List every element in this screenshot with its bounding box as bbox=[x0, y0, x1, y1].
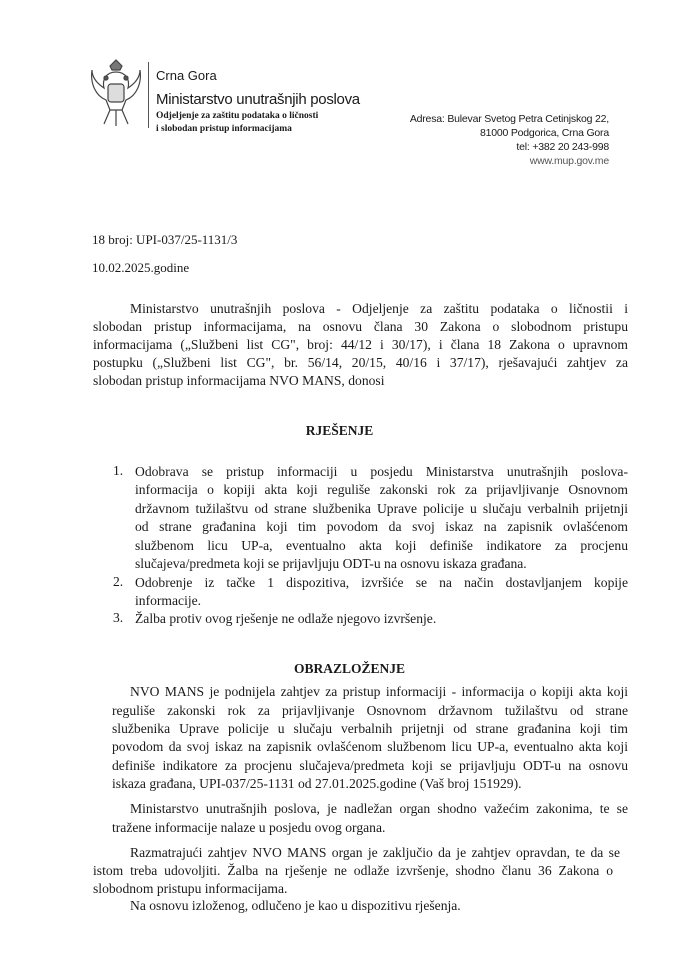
website-link[interactable]: www.mup.gov.me bbox=[529, 155, 609, 167]
text-line: Odobrenje iz tačke 1 dispozitiva, izvršiće se na način dostavljanjem kopije bbox=[135, 575, 628, 590]
text-line: službenom licu UP-a, eventualno akta koji definiše indikatore za procjenu bbox=[135, 538, 628, 553]
text-line: informacijama („Službeni list CG", broj: 44/12 i 30/17), i člana 18 Zakona o upravnom bbox=[93, 337, 628, 352]
department-line: i slobodan pristup informacijama bbox=[156, 124, 292, 134]
text-line: državnom tužilaštvu od strane službenika Uprave policije u slučaju verbalnih prijetnji bbox=[135, 501, 628, 516]
text-line: postupku („Službeni list CG", br. 56/14, 20/15, 40/16 i 37/17), rješavajući zahtjev za bbox=[93, 355, 628, 370]
text-line: Razmatrajući zahtjev NVO MANS organ je zaključio da je zahtjev opravdan, te da se bbox=[130, 845, 620, 860]
address-line: 81000 Podgorica, Crna Gora bbox=[479, 127, 609, 139]
ministry-name: Ministarstvo unutrašnjih poslova bbox=[156, 91, 360, 108]
reasoning-paragraph-4: Na osnovu izloženog, odlučeno je kao u dispozitivu rješenja. bbox=[130, 898, 461, 913]
list-number: 3. bbox=[113, 610, 124, 625]
text-line: slobodan pristup informacijama, na osnovu člana 30 Zakona o slobodnom pristupu bbox=[93, 319, 628, 334]
text-line: povodom da svoj iskaz na zapisnik ovlašćenom službenom licu UP-a, eventualno akta koji bbox=[112, 739, 628, 754]
text-line: tražene informacije nalaze u posjedu ovog organa. bbox=[112, 820, 386, 835]
text-line: iskaza građana, UPI-037/25-1131 od 27.01.2025.godine (Vaš broj 151929). bbox=[112, 776, 522, 791]
text-line: reguliše zakonski rok za prijavljivanje Osnovnom državnom tužilaštvu od strane bbox=[112, 703, 628, 718]
country-name: Crna Gora bbox=[156, 68, 217, 83]
text-line: informacije. bbox=[135, 593, 202, 608]
text-line: NVO MANS je podnijela zahtjev za pristup informaciji - informacija o kopiji akta koji bbox=[130, 684, 628, 699]
reasoning-title: OBRAZLOŽENJE bbox=[293, 661, 406, 676]
text-line: Ministarstvo unutrašnjih poslova - Odjeljenje za zaštitu podataka o ličnostii i bbox=[130, 301, 628, 316]
address-line: Adresa: Bulevar Svetog Petra Cetinjskog 22, bbox=[409, 113, 609, 125]
list-number: 2. bbox=[113, 574, 124, 589]
text-line: Ministarstvo unutrašnjih poslova, je nadležan organ shodno važećim zakonima, te se bbox=[130, 801, 628, 816]
text-line: informacija o kopiji akta koji reguliše zakonski rok za prijavljivanje Osnovnom bbox=[135, 482, 628, 497]
text-line: službenika Uprave policije u slučaju verbalnih prijetnji od strane građanina koji tim bbox=[112, 721, 628, 736]
decision-title: RJEŠENJE bbox=[305, 423, 374, 438]
department-line: Odjeljenje za zaštitu podataka o ličnosti bbox=[156, 111, 319, 121]
text-line: Odobrava se pristup informaciji u posjedu Ministarstva unutrašnjih poslova- bbox=[135, 464, 628, 479]
phone: tel: +382 20 243-998 bbox=[516, 141, 609, 153]
text-line: slobodnom pristupu informacijama. bbox=[93, 881, 288, 896]
text-line: istom treba udovoljiti. Žalba na rješenje ne odlaže izvršenje, shodno članu 36 Zakona o bbox=[93, 863, 613, 878]
text-line: slobodan pristup informacijama NVO MANS, donosi bbox=[93, 373, 385, 388]
list-number: 1. bbox=[113, 463, 124, 478]
text-line: Žalba protiv ovog rješenje ne odlaže njegovo izvršenje. bbox=[135, 611, 437, 626]
text-line: definiše indikatore za procjenu slučajeva/predmeta koji se prijavljuju ODT-u na osnovu bbox=[112, 758, 628, 773]
text-line: od strane građanina koji tim povodom da svoj iskaz na zapisnik ovlašćenom bbox=[135, 519, 628, 534]
document-date: 10.02.2025.godine bbox=[92, 260, 190, 275]
coat-of-arms-logo bbox=[88, 58, 144, 130]
document-number: 18 broj: UPI-037/25-1131/3 bbox=[92, 232, 238, 247]
header-divider bbox=[148, 62, 149, 128]
text-line: slučajeva/predmeta koji se prijavljuju ODT-u na osnovu iskaza građana. bbox=[135, 556, 527, 571]
